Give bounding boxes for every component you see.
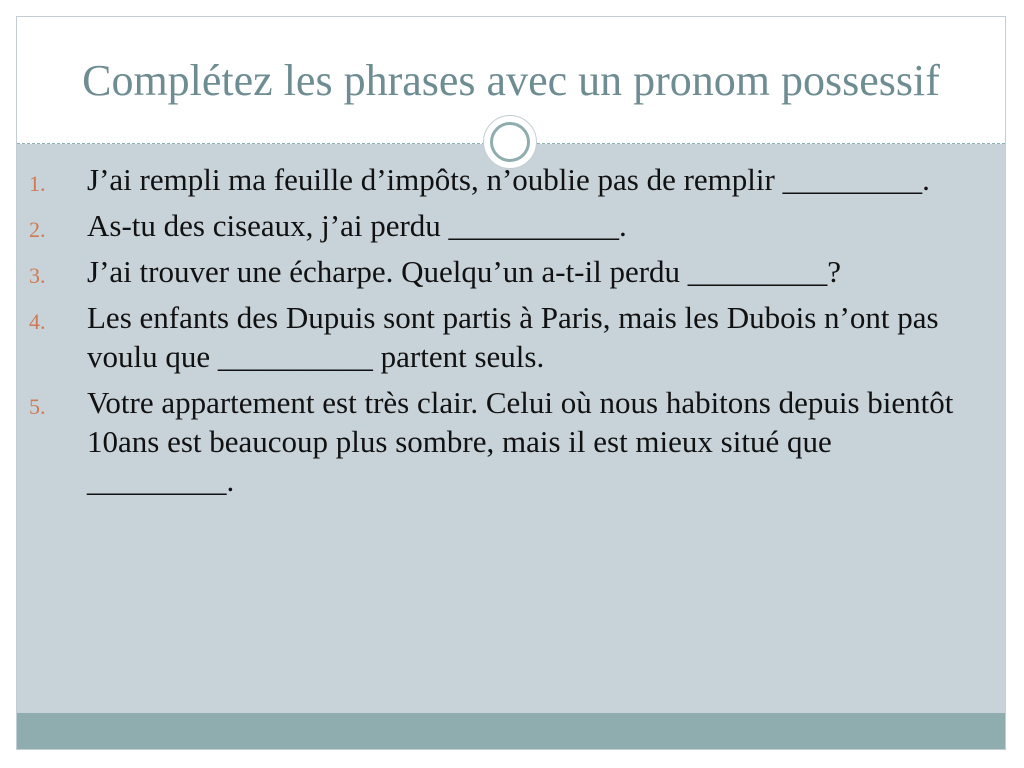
item-text: As-tu des ciseaux, j’ai perdu ___________. — [87, 208, 627, 243]
item-number: 2. — [29, 217, 46, 242]
item-number: 4. — [29, 309, 46, 334]
list-item — [0, 206, 960, 245]
item-text: J’ai trouver une écharpe. Quelqu’un a-t-il perdu _________? — [87, 254, 842, 289]
exercise-list — [0, 160, 960, 507]
list-item — [0, 252, 960, 291]
ring-inner — [490, 122, 530, 162]
list-item — [0, 383, 960, 500]
item-text: J’ai rempli ma feuille d’impôts, n’oublie pas de remplir _________. — [87, 162, 930, 197]
item-number: 1. — [29, 171, 46, 196]
item-number: 5. — [29, 394, 46, 419]
list-item — [0, 298, 960, 376]
item-text: Les enfants des Dupuis sont partis à Paris, mais les Dubois n’ont pas voulu que __________ partent seuls. — [87, 300, 939, 374]
item-text: Votre appartement est très clair. Celui où nous habitons depuis bientôt 10ans est beaucoup plus sombre, mais il est mieux situé que _________. — [87, 385, 954, 498]
footer-bar — [17, 713, 1005, 749]
slide-title: Complétez les phrases avec un pronom possessif — [82, 56, 940, 105]
item-number: 3. — [29, 263, 46, 288]
list-item — [0, 160, 960, 199]
